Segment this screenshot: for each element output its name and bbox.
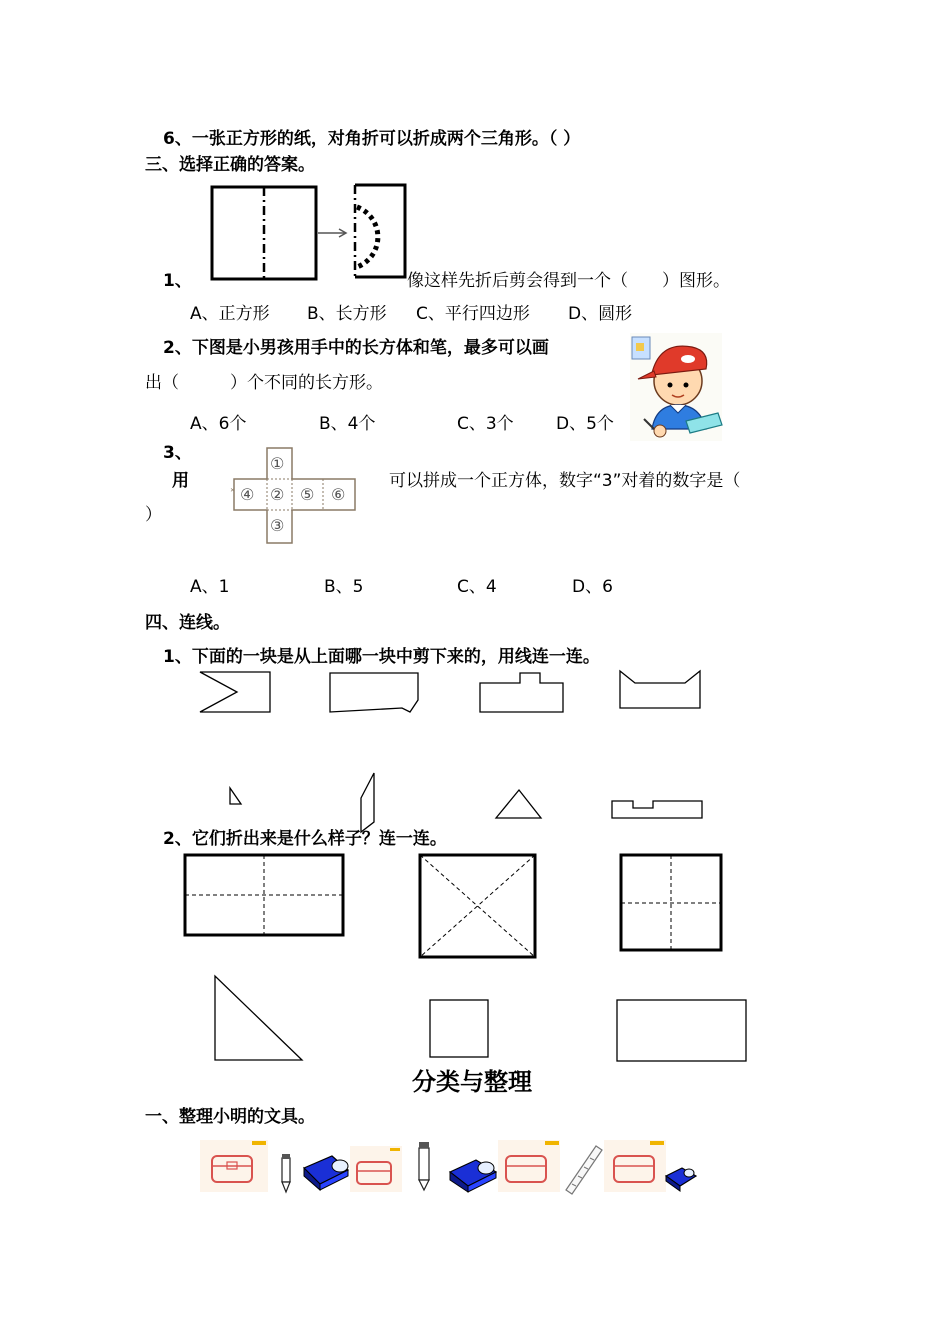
- q3-number: 3、: [163, 443, 192, 463]
- q3-option-b: B、5: [324, 577, 364, 597]
- q2-option-d: D、5个: [556, 414, 614, 434]
- boy-drawing-illustration: [630, 333, 722, 441]
- pencil-case-icon: [200, 1140, 268, 1192]
- s4-q1-text: 1、下面的一块是从上面哪一块中剪下来的，用线连一连。: [163, 647, 600, 667]
- pencil-case-icon: [350, 1146, 402, 1192]
- question-6: 6、一张正方形的纸，对角折可以折成两个三角形。（ ）: [163, 129, 581, 149]
- net-face-4: ④: [240, 485, 255, 504]
- shape-rect-corner-cut: [330, 673, 418, 712]
- q2-line1: 2、下图是小男孩用手中的长方体和笔，最多可以画: [163, 338, 549, 358]
- fold-results: [210, 972, 750, 1067]
- q1-text: 像这样先折后剪会得到一个（ ）图形。: [407, 271, 730, 291]
- q1-option-a: A、正方形: [190, 304, 270, 324]
- q2-option-b: B、4个: [319, 414, 376, 434]
- piece-notched-bar: [612, 801, 702, 818]
- stationery-row: [200, 1136, 700, 1196]
- eraser-icon: [304, 1156, 348, 1190]
- section-4-heading: 四、连线。: [145, 613, 230, 633]
- result-square: [430, 1000, 488, 1057]
- q3-close: ）: [145, 505, 162, 525]
- piece-triangle: [496, 790, 541, 818]
- q3-lead: 用: [172, 471, 189, 491]
- q1-option-c: C、平行四边形: [416, 304, 530, 324]
- result-triangle: [215, 976, 302, 1060]
- net-face-3: ③: [270, 516, 285, 535]
- q3-option-a: A、1: [190, 577, 230, 597]
- piece-small-triangle: [230, 788, 241, 804]
- result-rectangle: [617, 1000, 746, 1061]
- pencil-icon: [419, 1142, 429, 1190]
- q3-option-c: C、4: [457, 577, 497, 597]
- svg-text:✕: ✕: [230, 487, 236, 494]
- pencil-icon: [282, 1154, 290, 1192]
- net-face-1: ①: [270, 454, 285, 473]
- q1-number: 1、: [163, 271, 192, 291]
- fold-cut-diagram: [205, 180, 415, 285]
- chapter-title: 分类与整理: [412, 1067, 532, 1096]
- folded-papers: [180, 850, 730, 962]
- shape-rect-top-wedge: [620, 671, 700, 708]
- q2-option-c: C、3个: [457, 414, 514, 434]
- q1-option-b: B、长方形: [307, 304, 387, 324]
- q3-option-d: D、6: [572, 577, 613, 597]
- section-3-heading: 三、选择正确的答案。: [145, 155, 315, 175]
- net-face-5: ⑤: [300, 485, 315, 504]
- pencil-case-icon: [604, 1140, 666, 1192]
- ruler-icon: [566, 1146, 602, 1194]
- shape-notched-arrow: [200, 672, 270, 712]
- net-face-2: ②: [270, 485, 285, 504]
- q1-option-d: D、圆形: [568, 304, 633, 324]
- q3-text: 可以拼成一个正方体，数字“3”对着的数字是（: [389, 471, 741, 491]
- q2-line2: 出（ ）个不同的长方形。: [145, 373, 383, 393]
- pencil-case-icon: [498, 1140, 560, 1192]
- piece-thin-parallelogram: [361, 773, 374, 832]
- s4-q2-text: 2、它们折出来是什么样子？连一连。: [163, 829, 447, 849]
- cut-piece-shapes: [225, 768, 710, 828]
- eraser-icon: [450, 1160, 496, 1192]
- net-face-6: ⑥: [331, 485, 346, 504]
- cut-source-shapes: [195, 668, 710, 718]
- shape-rect-top-tab: [480, 673, 563, 712]
- q2-option-a: A、6个: [190, 414, 247, 434]
- sort-section-heading: 一、整理小明的文具。: [145, 1107, 315, 1127]
- cube-net: [230, 448, 360, 543]
- eraser-icon: [666, 1168, 696, 1191]
